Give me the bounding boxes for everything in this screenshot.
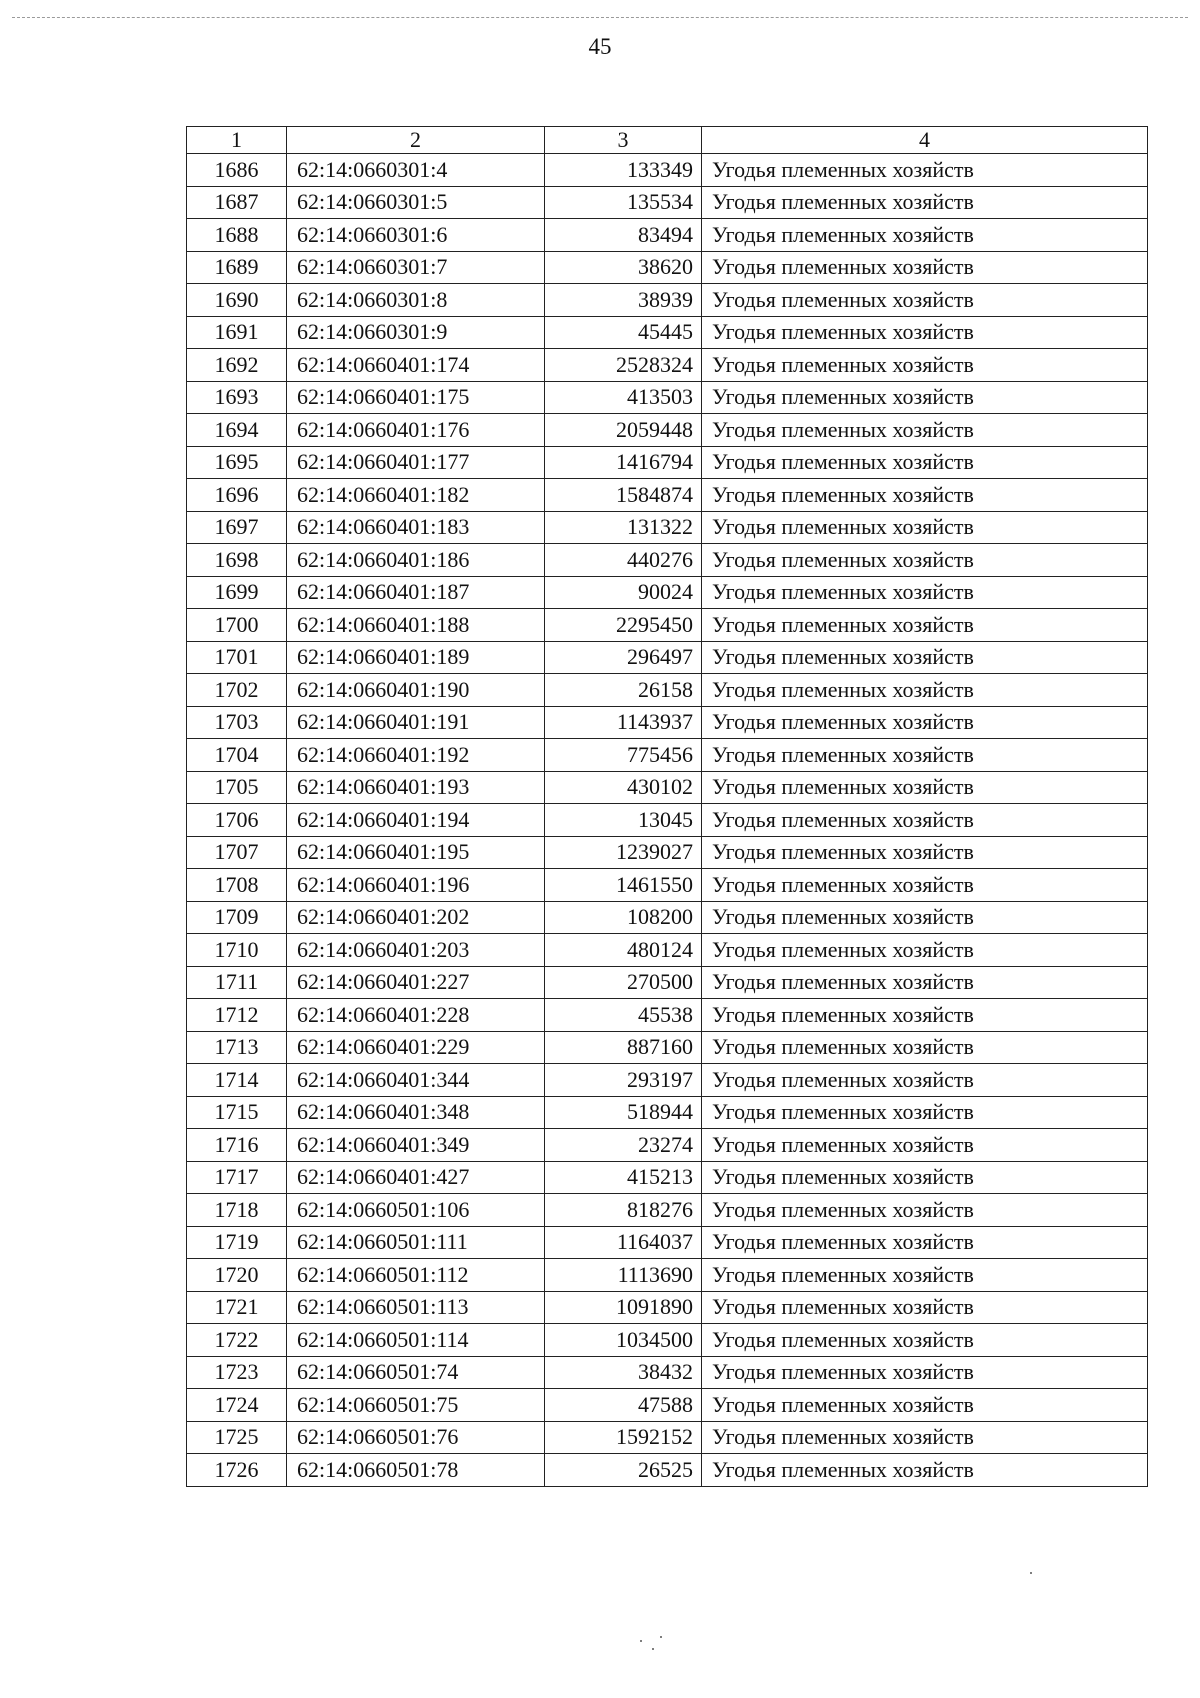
header-col-3: 3	[545, 127, 702, 154]
row-number-cell: 1708	[187, 869, 287, 902]
land-use-cell: Угодья племенных хозяйств	[702, 381, 1148, 414]
area-cell: 415213	[545, 1161, 702, 1194]
land-use-cell: Угодья племенных хозяйств	[702, 999, 1148, 1032]
cadastral-number-cell: 62:14:0660401:344	[287, 1064, 545, 1097]
table-row	[187, 251, 1148, 284]
cadastral-number-cell: 62:14:0660401:202	[287, 901, 545, 934]
land-use-cell: Угодья племенных хозяйств	[702, 641, 1148, 674]
area-cell: 2059448	[545, 414, 702, 447]
cadastral-number-cell: 62:14:0660501:114	[287, 1324, 545, 1357]
land-use-cell: Угодья племенных хозяйств	[702, 609, 1148, 642]
land-use-cell: Угодья племенных хозяйств	[702, 186, 1148, 219]
table-row	[187, 219, 1148, 252]
scan-speck	[1030, 1572, 1032, 1574]
land-use-cell: Угодья племенных хозяйств	[702, 446, 1148, 479]
cadastral-number-cell: 62:14:0660401:349	[287, 1129, 545, 1162]
land-use-cell: Угодья племенных хозяйств	[702, 414, 1148, 447]
land-use-cell: Угодья племенных хозяйств	[702, 1194, 1148, 1227]
table-body	[187, 154, 1148, 1487]
table-row	[187, 1161, 1148, 1194]
row-number-cell: 1713	[187, 1031, 287, 1064]
cadastral-number-cell: 62:14:0660501:106	[287, 1194, 545, 1227]
land-use-cell: Угодья племенных хозяйств	[702, 706, 1148, 739]
table-row	[187, 1129, 1148, 1162]
land-use-cell: Угодья племенных хозяйств	[702, 544, 1148, 577]
cadastral-number-cell: 62:14:0660401:186	[287, 544, 545, 577]
table-row	[187, 1259, 1148, 1292]
table-row	[187, 706, 1148, 739]
table-row	[187, 1291, 1148, 1324]
row-number-cell: 1709	[187, 901, 287, 934]
table-row	[187, 1421, 1148, 1454]
cadastral-number-cell: 62:14:0660401:190	[287, 674, 545, 707]
table-row	[187, 186, 1148, 219]
table-row	[187, 544, 1148, 577]
area-cell: 45538	[545, 999, 702, 1032]
table-row	[187, 804, 1148, 837]
header-col-4: 4	[702, 127, 1148, 154]
row-number-cell: 1707	[187, 836, 287, 869]
area-cell: 13045	[545, 804, 702, 837]
cadastral-number-cell: 62:14:0660501:78	[287, 1454, 545, 1487]
row-number-cell: 1691	[187, 316, 287, 349]
cadastral-number-cell: 62:14:0660401:203	[287, 934, 545, 967]
area-cell: 1584874	[545, 479, 702, 512]
cadastral-number-cell: 62:14:0660401:227	[287, 966, 545, 999]
cadastral-number-cell: 62:14:0660401:189	[287, 641, 545, 674]
area-cell: 131322	[545, 511, 702, 544]
row-number-cell: 1695	[187, 446, 287, 479]
cadastral-number-cell: 62:14:0660401:192	[287, 739, 545, 772]
header-col-1: 1	[187, 127, 287, 154]
cadastral-number-cell: 62:14:0660401:176	[287, 414, 545, 447]
area-cell: 440276	[545, 544, 702, 577]
area-cell: 1461550	[545, 869, 702, 902]
row-number-cell: 1693	[187, 381, 287, 414]
row-number-cell: 1690	[187, 284, 287, 317]
land-use-cell: Угодья племенных хозяйств	[702, 219, 1148, 252]
row-number-cell: 1689	[187, 251, 287, 284]
table-header	[187, 127, 1148, 154]
row-number-cell: 1720	[187, 1259, 287, 1292]
table-row	[187, 609, 1148, 642]
row-number-cell: 1724	[187, 1389, 287, 1422]
area-cell: 38939	[545, 284, 702, 317]
row-number-cell: 1706	[187, 804, 287, 837]
row-number-cell: 1710	[187, 934, 287, 967]
land-use-cell: Угодья племенных хозяйств	[702, 1129, 1148, 1162]
area-cell: 2295450	[545, 609, 702, 642]
land-use-cell: Угодья племенных хозяйств	[702, 1389, 1148, 1422]
row-number-cell: 1725	[187, 1421, 287, 1454]
row-number-cell: 1694	[187, 414, 287, 447]
area-cell: 23274	[545, 1129, 702, 1162]
cadastral-number-cell: 62:14:0660401:348	[287, 1096, 545, 1129]
land-use-cell: Угодья племенных хозяйств	[702, 869, 1148, 902]
land-use-cell: Угодья племенных хозяйств	[702, 576, 1148, 609]
cadastral-number-cell: 62:14:0660501:74	[287, 1356, 545, 1389]
land-use-cell: Угодья племенных хозяйств	[702, 836, 1148, 869]
land-use-cell: Угодья племенных хозяйств	[702, 154, 1148, 187]
land-use-cell: Угодья племенных хозяйств	[702, 1031, 1148, 1064]
area-cell: 1143937	[545, 706, 702, 739]
scan-speck	[652, 1648, 654, 1650]
area-cell: 83494	[545, 219, 702, 252]
land-use-cell: Угодья племенных хозяйств	[702, 1096, 1148, 1129]
table-row	[187, 446, 1148, 479]
cadastral-number-cell: 62:14:0660401:195	[287, 836, 545, 869]
scan-speck	[640, 1640, 642, 1642]
area-cell: 45445	[545, 316, 702, 349]
table-row	[187, 1356, 1148, 1389]
cadastral-number-cell: 62:14:0660501:75	[287, 1389, 545, 1422]
area-cell: 1034500	[545, 1324, 702, 1357]
table-row	[187, 1031, 1148, 1064]
area-cell: 108200	[545, 901, 702, 934]
area-cell: 1113690	[545, 1259, 702, 1292]
area-cell: 818276	[545, 1194, 702, 1227]
row-number-cell: 1718	[187, 1194, 287, 1227]
land-use-cell: Угодья племенных хозяйств	[702, 934, 1148, 967]
table-row	[187, 1194, 1148, 1227]
cadastral-number-cell: 62:14:0660401:182	[287, 479, 545, 512]
row-number-cell: 1714	[187, 1064, 287, 1097]
row-number-cell: 1688	[187, 219, 287, 252]
area-cell: 38620	[545, 251, 702, 284]
row-number-cell: 1687	[187, 186, 287, 219]
row-number-cell: 1715	[187, 1096, 287, 1129]
area-cell: 26158	[545, 674, 702, 707]
row-number-cell: 1723	[187, 1356, 287, 1389]
row-number-cell: 1719	[187, 1226, 287, 1259]
cadastral-number-cell: 62:14:0660401:177	[287, 446, 545, 479]
cadastral-number-cell: 62:14:0660301:8	[287, 284, 545, 317]
row-number-cell: 1702	[187, 674, 287, 707]
table-row	[187, 966, 1148, 999]
row-number-cell: 1711	[187, 966, 287, 999]
cadastral-number-cell: 62:14:0660301:9	[287, 316, 545, 349]
table-row	[187, 934, 1148, 967]
row-number-cell: 1712	[187, 999, 287, 1032]
table-row	[187, 674, 1148, 707]
land-use-cell: Угодья племенных хозяйств	[702, 284, 1148, 317]
row-number-cell: 1726	[187, 1454, 287, 1487]
land-use-cell: Угодья племенных хозяйств	[702, 901, 1148, 934]
land-use-cell: Угодья племенных хозяйств	[702, 966, 1148, 999]
row-number-cell: 1696	[187, 479, 287, 512]
row-number-cell: 1699	[187, 576, 287, 609]
land-use-cell: Угодья племенных хозяйств	[702, 804, 1148, 837]
cadastral-number-cell: 62:14:0660401:229	[287, 1031, 545, 1064]
row-number-cell: 1721	[187, 1291, 287, 1324]
table-row	[187, 1454, 1148, 1487]
cadastral-number-cell: 62:14:0660401:175	[287, 381, 545, 414]
cadastral-number-cell: 62:14:0660401:174	[287, 349, 545, 382]
table-row	[187, 284, 1148, 317]
land-use-cell: Угодья племенных хозяйств	[702, 1454, 1148, 1487]
area-cell: 26525	[545, 1454, 702, 1487]
land-use-cell: Угодья племенных хозяйств	[702, 1421, 1148, 1454]
table-row	[187, 1324, 1148, 1357]
area-cell: 413503	[545, 381, 702, 414]
land-use-cell: Угодья племенных хозяйств	[702, 1161, 1148, 1194]
table-row	[187, 999, 1148, 1032]
cadastral-number-cell: 62:14:0660501:112	[287, 1259, 545, 1292]
land-use-cell: Угодья племенных хозяйств	[702, 1064, 1148, 1097]
land-use-cell: Угодья племенных хозяйств	[702, 739, 1148, 772]
scan-top-edge-rule	[12, 17, 1188, 18]
scan-speck	[660, 1636, 662, 1638]
cadastral-number-cell: 62:14:0660401:193	[287, 771, 545, 804]
area-cell: 47588	[545, 1389, 702, 1422]
area-cell: 1091890	[545, 1291, 702, 1324]
area-cell: 1239027	[545, 836, 702, 869]
area-cell: 887160	[545, 1031, 702, 1064]
cadastral-number-cell: 62:14:0660501:113	[287, 1291, 545, 1324]
area-cell: 430102	[545, 771, 702, 804]
row-number-cell: 1716	[187, 1129, 287, 1162]
table-row	[187, 1226, 1148, 1259]
row-number-cell: 1704	[187, 739, 287, 772]
table-row	[187, 414, 1148, 447]
row-number-cell: 1686	[187, 154, 287, 187]
cadastral-number-cell: 62:14:0660301:5	[287, 186, 545, 219]
cadastral-number-cell: 62:14:0660401:187	[287, 576, 545, 609]
cadastral-number-cell: 62:14:0660301:4	[287, 154, 545, 187]
row-number-cell: 1698	[187, 544, 287, 577]
cadastral-number-cell: 62:14:0660401:427	[287, 1161, 545, 1194]
area-cell: 38432	[545, 1356, 702, 1389]
table-row	[187, 154, 1148, 187]
land-parcel-table	[186, 126, 1148, 1487]
land-use-cell: Угодья племенных хозяйств	[702, 771, 1148, 804]
row-number-cell: 1703	[187, 706, 287, 739]
row-number-cell: 1705	[187, 771, 287, 804]
area-cell: 1416794	[545, 446, 702, 479]
table-row	[187, 739, 1148, 772]
land-use-cell: Угодья племенных хозяйств	[702, 511, 1148, 544]
cadastral-number-cell: 62:14:0660401:183	[287, 511, 545, 544]
land-use-cell: Угодья племенных хозяйств	[702, 674, 1148, 707]
land-use-cell: Угодья племенных хозяйств	[702, 1226, 1148, 1259]
table-row	[187, 316, 1148, 349]
area-cell: 518944	[545, 1096, 702, 1129]
area-cell: 296497	[545, 641, 702, 674]
land-use-cell: Угодья племенных хозяйств	[702, 1291, 1148, 1324]
area-cell: 1592152	[545, 1421, 702, 1454]
land-use-cell: Угодья племенных хозяйств	[702, 1259, 1148, 1292]
land-use-cell: Угодья племенных хозяйств	[702, 316, 1148, 349]
table-row	[187, 479, 1148, 512]
area-cell: 1164037	[545, 1226, 702, 1259]
area-cell: 2528324	[545, 349, 702, 382]
area-cell: 90024	[545, 576, 702, 609]
land-use-cell: Угодья племенных хозяйств	[702, 1356, 1148, 1389]
area-cell: 133349	[545, 154, 702, 187]
area-cell: 293197	[545, 1064, 702, 1097]
table-row	[187, 641, 1148, 674]
cadastral-number-cell: 62:14:0660501:111	[287, 1226, 545, 1259]
area-cell: 775456	[545, 739, 702, 772]
header-col-2: 2	[287, 127, 545, 154]
table-row	[187, 1096, 1148, 1129]
area-cell: 480124	[545, 934, 702, 967]
table-row	[187, 511, 1148, 544]
table-row	[187, 771, 1148, 804]
row-number-cell: 1692	[187, 349, 287, 382]
table-row	[187, 1389, 1148, 1422]
table-row	[187, 576, 1148, 609]
cadastral-number-cell: 62:14:0660401:196	[287, 869, 545, 902]
row-number-cell: 1722	[187, 1324, 287, 1357]
row-number-cell: 1701	[187, 641, 287, 674]
table-row	[187, 869, 1148, 902]
land-use-cell: Угодья племенных хозяйств	[702, 251, 1148, 284]
area-cell: 270500	[545, 966, 702, 999]
table-row	[187, 1064, 1148, 1097]
cadastral-number-cell: 62:14:0660401:191	[287, 706, 545, 739]
land-use-cell: Угодья племенных хозяйств	[702, 349, 1148, 382]
cadastral-number-cell: 62:14:0660301:6	[287, 219, 545, 252]
page-number: 45	[588, 34, 612, 59]
table-row	[187, 381, 1148, 414]
row-number-cell: 1697	[187, 511, 287, 544]
table-row	[187, 901, 1148, 934]
cadastral-number-cell: 62:14:0660501:76	[287, 1421, 545, 1454]
row-number-cell: 1700	[187, 609, 287, 642]
cadastral-number-cell: 62:14:0660301:7	[287, 251, 545, 284]
table-row	[187, 836, 1148, 869]
table-row	[187, 349, 1148, 382]
cadastral-number-cell: 62:14:0660401:228	[287, 999, 545, 1032]
row-number-cell: 1717	[187, 1161, 287, 1194]
cadastral-number-cell: 62:14:0660401:194	[287, 804, 545, 837]
cadastral-number-cell: 62:14:0660401:188	[287, 609, 545, 642]
header-row	[187, 127, 1148, 154]
area-cell: 135534	[545, 186, 702, 219]
land-use-cell: Угодья племенных хозяйств	[702, 479, 1148, 512]
land-use-cell: Угодья племенных хозяйств	[702, 1324, 1148, 1357]
